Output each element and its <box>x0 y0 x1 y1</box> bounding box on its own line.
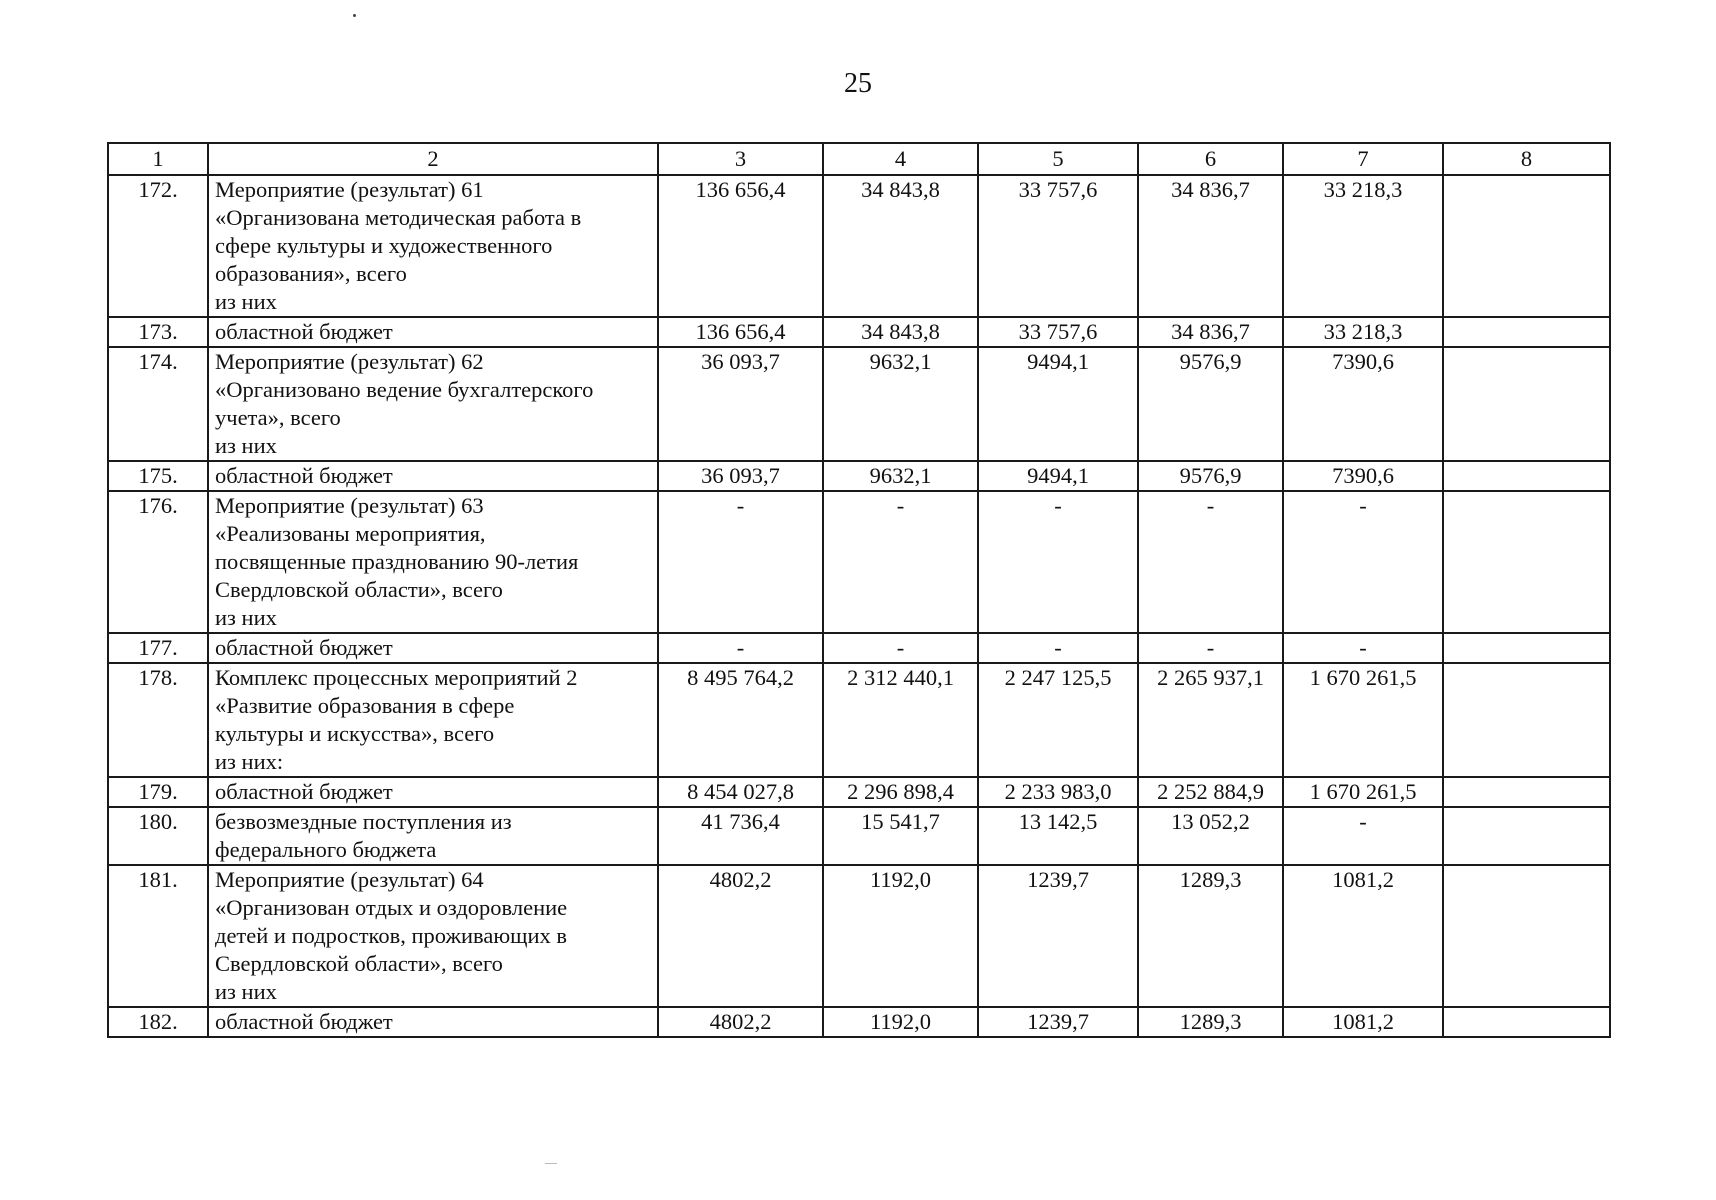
description-line: «Организована методическая работа в <box>215 205 582 230</box>
description-line: из них <box>215 979 277 1004</box>
description-line: «Реализованы мероприятия, <box>215 521 486 546</box>
column-header: 3 <box>658 143 823 175</box>
description-line: Мероприятие (результат) 64 <box>215 867 484 892</box>
value-cell-col5: 1239,7 <box>978 1007 1138 1037</box>
value-cell-col7: 1081,2 <box>1283 1007 1443 1037</box>
row-description <box>208 777 658 807</box>
value-cell-col7: - <box>1283 807 1443 865</box>
description-line: областной бюджет <box>215 463 393 488</box>
value-cell-col3: - <box>658 633 823 663</box>
value-cell-col8 <box>1443 461 1610 491</box>
description-line: Мероприятие (результат) 61 <box>215 177 484 202</box>
description-line: «Развитие образования в сфере <box>215 693 515 718</box>
row-description <box>208 633 658 663</box>
description-line: культуры и искусства», всего <box>215 721 495 746</box>
value-cell-col6: 1289,3 <box>1138 865 1283 1007</box>
value-cell-col7: 1 670 261,5 <box>1283 663 1443 777</box>
row-number: 174. <box>108 347 208 461</box>
description-line: Свердловской области», всего <box>215 951 503 976</box>
column-header: 5 <box>978 143 1138 175</box>
value-cell-col7: 7390,6 <box>1283 347 1443 461</box>
value-cell-col3: 8 495 764,2 <box>658 663 823 777</box>
description-line: из них <box>215 433 277 458</box>
description-line: областной бюджет <box>215 779 393 804</box>
value-cell-col8 <box>1443 663 1610 777</box>
row-description <box>208 317 658 347</box>
value-cell-col7: 1 670 261,5 <box>1283 777 1443 807</box>
value-cell-col8 <box>1443 777 1610 807</box>
column-header: 6 <box>1138 143 1283 175</box>
description-line: областной бюджет <box>215 319 393 344</box>
row-number: 180. <box>108 807 208 865</box>
description-line: Мероприятие (результат) 63 <box>215 493 484 518</box>
value-cell-col3: 4802,2 <box>658 865 823 1007</box>
value-cell-col5: 13 142,5 <box>978 807 1138 865</box>
table-row <box>108 491 1610 633</box>
value-cell-col8 <box>1443 865 1610 1007</box>
table-row <box>108 777 1610 807</box>
header-row <box>108 143 1610 175</box>
description-line: образования», всего <box>215 261 407 286</box>
value-cell-col5: 9494,1 <box>978 347 1138 461</box>
description-line: посвященные празднованию 90-летия <box>215 549 579 574</box>
row-number: 178. <box>108 663 208 777</box>
budget-table <box>107 142 1611 1038</box>
value-cell-col8 <box>1443 317 1610 347</box>
value-cell-col6: - <box>1138 633 1283 663</box>
row-description <box>208 347 658 461</box>
row-number: 173. <box>108 317 208 347</box>
scan-speck <box>353 14 356 17</box>
table-row <box>108 663 1610 777</box>
table-row <box>108 807 1610 865</box>
description-line: федерального бюджета <box>215 837 437 862</box>
page-number: 25 <box>844 68 872 99</box>
value-cell-col7: 33 218,3 <box>1283 175 1443 317</box>
table-row <box>108 633 1610 663</box>
value-cell-col5: 2 233 983,0 <box>978 777 1138 807</box>
value-cell-col3: 136 656,4 <box>658 175 823 317</box>
value-cell-col6: 2 252 884,9 <box>1138 777 1283 807</box>
table-body <box>108 175 1610 1037</box>
description-line: областной бюджет <box>215 1009 393 1034</box>
table-header <box>108 143 1610 175</box>
value-cell-col5: 1239,7 <box>978 865 1138 1007</box>
description-line: безвозмездные поступления из <box>215 809 512 834</box>
value-cell-col4: 9632,1 <box>823 347 978 461</box>
column-header: 8 <box>1443 143 1610 175</box>
column-header: 4 <box>823 143 978 175</box>
description-line: областной бюджет <box>215 635 393 660</box>
description-line: детей и подростков, проживающих в <box>215 923 568 948</box>
description-line: из них <box>215 605 277 630</box>
value-cell-col6: 1289,3 <box>1138 1007 1283 1037</box>
description-line: Комплекс процессных мероприятий 2 <box>215 665 578 690</box>
value-cell-col6: 13 052,2 <box>1138 807 1283 865</box>
table-row <box>108 347 1610 461</box>
row-number: 175. <box>108 461 208 491</box>
row-number: 176. <box>108 491 208 633</box>
value-cell-col7: 1081,2 <box>1283 865 1443 1007</box>
value-cell-col6: 9576,9 <box>1138 461 1283 491</box>
value-cell-col5: 33 757,6 <box>978 317 1138 347</box>
row-number: 181. <box>108 865 208 1007</box>
description-line: из них <box>215 289 277 314</box>
value-cell-col3: - <box>658 491 823 633</box>
description-line: учета», всего <box>215 405 341 430</box>
table-row <box>108 317 1610 347</box>
description-line: Свердловской области», всего <box>215 577 503 602</box>
table-row <box>108 175 1610 317</box>
value-cell-col4: 1192,0 <box>823 1007 978 1037</box>
value-cell-col5: 2 247 125,5 <box>978 663 1138 777</box>
value-cell-col4: 34 843,8 <box>823 175 978 317</box>
value-cell-col4: 1192,0 <box>823 865 978 1007</box>
row-description <box>208 461 658 491</box>
value-cell-col4: - <box>823 491 978 633</box>
value-cell-col8 <box>1443 807 1610 865</box>
value-cell-col6: - <box>1138 491 1283 633</box>
description-line: «Организовано ведение бухгалтерского <box>215 377 594 402</box>
value-cell-col5: 33 757,6 <box>978 175 1138 317</box>
column-header: 2 <box>208 143 658 175</box>
description-line: Мероприятие (результат) 62 <box>215 349 484 374</box>
row-description <box>208 865 658 1007</box>
column-header: 7 <box>1283 143 1443 175</box>
value-cell-col6: 9576,9 <box>1138 347 1283 461</box>
description-line: «Организован отдых и оздоровление <box>215 895 568 920</box>
value-cell-col4: 9632,1 <box>823 461 978 491</box>
row-description <box>208 663 658 777</box>
row-number: 177. <box>108 633 208 663</box>
value-cell-col8 <box>1443 175 1610 317</box>
value-cell-col4: 34 843,8 <box>823 317 978 347</box>
value-cell-col8 <box>1443 1007 1610 1037</box>
value-cell-col7: 7390,6 <box>1283 461 1443 491</box>
table-row <box>108 461 1610 491</box>
value-cell-col4: - <box>823 633 978 663</box>
value-cell-col3: 136 656,4 <box>658 317 823 347</box>
value-cell-col4: 2 312 440,1 <box>823 663 978 777</box>
value-cell-col3: 36 093,7 <box>658 461 823 491</box>
value-cell-col3: 4802,2 <box>658 1007 823 1037</box>
value-cell-col5: - <box>978 633 1138 663</box>
row-description <box>208 175 658 317</box>
value-cell-col7: - <box>1283 633 1443 663</box>
scan-mark <box>545 1163 557 1164</box>
row-number: 182. <box>108 1007 208 1037</box>
row-description <box>208 807 658 865</box>
value-cell-col3: 41 736,4 <box>658 807 823 865</box>
value-cell-col4: 15 541,7 <box>823 807 978 865</box>
value-cell-col7: 33 218,3 <box>1283 317 1443 347</box>
description-line: сфере культуры и художественного <box>215 233 553 258</box>
description-line: из них: <box>215 749 284 774</box>
value-cell-col6: 34 836,7 <box>1138 317 1283 347</box>
value-cell-col5: - <box>978 491 1138 633</box>
value-cell-col5: 9494,1 <box>978 461 1138 491</box>
row-description <box>208 491 658 633</box>
value-cell-col4: 2 296 898,4 <box>823 777 978 807</box>
value-cell-col8 <box>1443 633 1610 663</box>
column-header: 1 <box>108 143 208 175</box>
row-number: 179. <box>108 777 208 807</box>
value-cell-col8 <box>1443 347 1610 461</box>
row-description <box>208 1007 658 1037</box>
table-row <box>108 1007 1610 1037</box>
value-cell-col8 <box>1443 491 1610 633</box>
value-cell-col6: 2 265 937,1 <box>1138 663 1283 777</box>
row-number: 172. <box>108 175 208 317</box>
value-cell-col7: - <box>1283 491 1443 633</box>
table-row <box>108 865 1610 1007</box>
value-cell-col3: 36 093,7 <box>658 347 823 461</box>
value-cell-col6: 34 836,7 <box>1138 175 1283 317</box>
value-cell-col3: 8 454 027,8 <box>658 777 823 807</box>
